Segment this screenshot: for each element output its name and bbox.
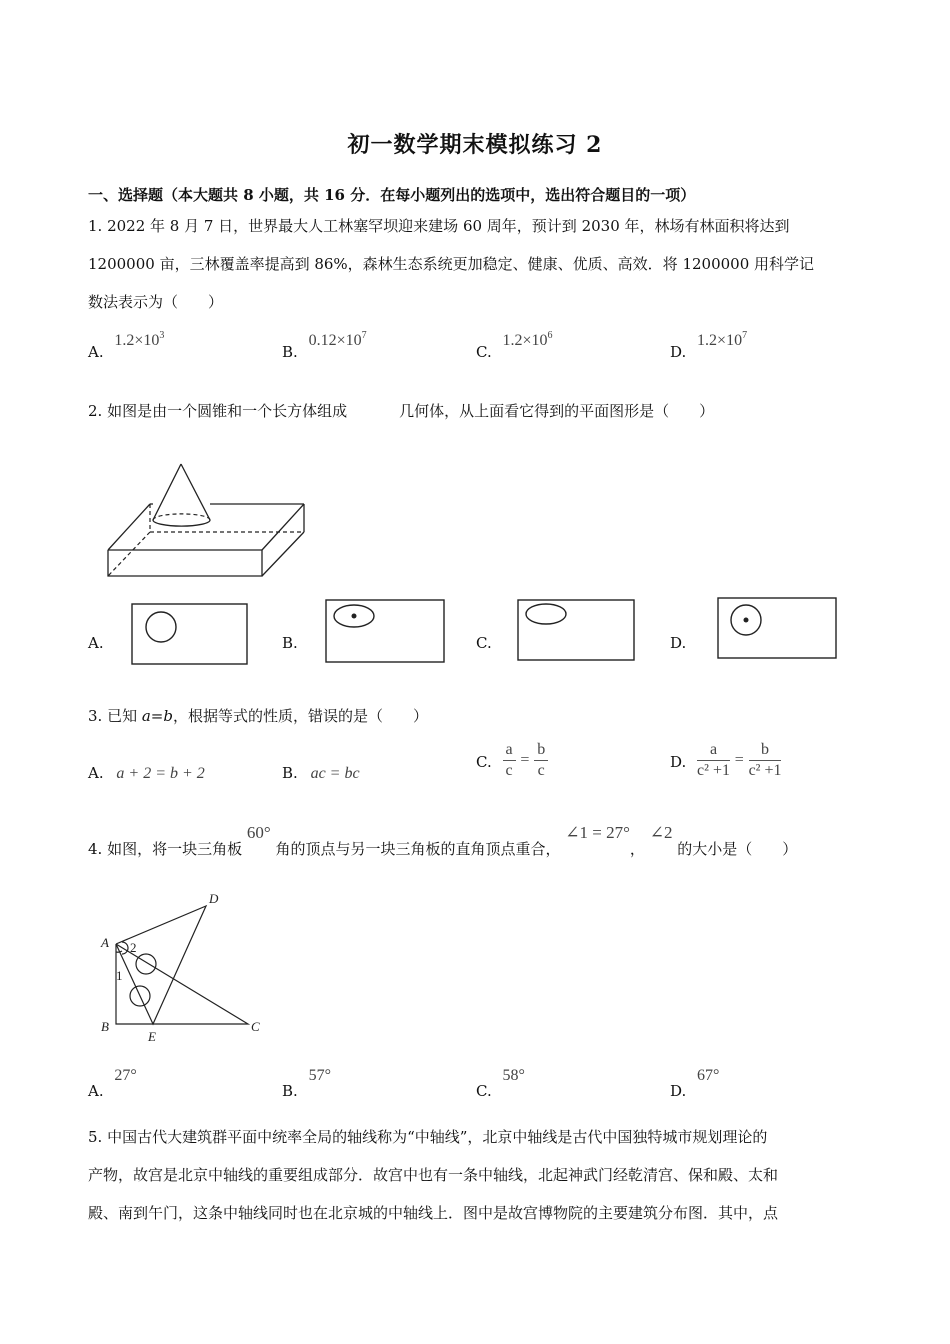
option-math: $0.12\times 10^7$ bbox=[308, 330, 367, 349]
rectangle-shape bbox=[132, 604, 247, 664]
option-math: $1.2\times 10^3$ bbox=[114, 330, 165, 349]
q3-option-b: B. ac = bc bbox=[282, 764, 360, 782]
fraction-b-over-c: $\frac{b}{c}$ bbox=[534, 740, 548, 781]
option-label: B. bbox=[282, 343, 298, 361]
fraction-a-over-c2-plus-1: $\frac{a}{\text{c² +1}}$ bbox=[697, 741, 730, 779]
triangle-ade bbox=[116, 906, 206, 1024]
rectangle-shape bbox=[518, 600, 634, 660]
cone-base bbox=[153, 520, 210, 526]
q2-option-c: C. bbox=[476, 634, 492, 652]
question-4: 4. 如图，将一块三角板 60° 角的顶点与另一块三角板的直角顶点重合， ∠1 = 27°， ∠2 的大小是（ ） bbox=[88, 823, 798, 858]
q2-option-d-figure bbox=[716, 596, 840, 662]
question-5-line: 产物，故宫是北京中轴线的重要组成部分．故宫中也有一条中轴线，北起神武门经乾清宫、保和殿、太和 bbox=[88, 1166, 779, 1184]
q1-option-d bbox=[670, 330, 748, 361]
cuboid-edge bbox=[262, 532, 304, 576]
option-math: $1.2\times 10^6$ bbox=[502, 330, 553, 349]
q2-option-c-figure bbox=[516, 598, 638, 664]
right-angle-marker bbox=[136, 954, 156, 974]
q2-option-d: D. bbox=[670, 634, 687, 652]
cone-side bbox=[181, 464, 210, 520]
question-3: 3. 已知 a=b，根据等式的性质，错误的是（ ） bbox=[88, 707, 428, 725]
fraction-b-over-c2-plus-1: $\frac{b}{\text{c² +1}}$ bbox=[748, 741, 782, 779]
option-math: 57° bbox=[308, 1067, 331, 1084]
cone-cuboid-figure bbox=[100, 458, 310, 582]
page-title: 初一数学期末模拟练习 2 bbox=[347, 132, 603, 158]
question-1-line: 1200000 亩，三林覆盖率提高到 86%，森林生态系统更加稳定、健康、优质、高效．将 1200000 用科学记 bbox=[88, 255, 815, 273]
option-math: 27° bbox=[114, 1067, 137, 1084]
rectangle-shape bbox=[326, 600, 444, 662]
q1-option-b bbox=[282, 330, 367, 361]
cuboid-edge bbox=[262, 504, 304, 550]
label-1: 1 bbox=[116, 968, 123, 983]
angle-60: 60° bbox=[246, 823, 271, 842]
option-math: ac = bc bbox=[310, 765, 360, 782]
option-math: $1.2\times 10^7$ bbox=[697, 330, 748, 349]
question-1-line: 数法表示为（ ） bbox=[88, 293, 224, 311]
option-label: A. bbox=[88, 343, 104, 361]
option-label: D. bbox=[670, 343, 687, 361]
angle-2-symbol: ∠2 bbox=[649, 823, 673, 842]
ellipse-shape bbox=[526, 604, 566, 624]
q3-option-a: A. a + 2 = b + 2 bbox=[88, 764, 205, 782]
cuboid-edge bbox=[108, 504, 150, 550]
equation-a-equals-b: a=b bbox=[141, 707, 173, 725]
question-5-line: 殿、南到午门，这条中轴线同时也在北京城的中轴线上．图中是故宫博物院的主要建筑分布图．其中，点 bbox=[88, 1204, 779, 1222]
question-5 bbox=[88, 1118, 878, 1232]
circle-shape bbox=[146, 612, 176, 642]
cone-side bbox=[153, 464, 181, 520]
rectangle-shape bbox=[718, 598, 836, 658]
q2-option-b: B. bbox=[282, 634, 298, 652]
q2-option-a-figure bbox=[130, 602, 250, 666]
q2-option-b-figure bbox=[324, 598, 448, 666]
label-d: D bbox=[209, 891, 219, 906]
option-label: C. bbox=[476, 343, 492, 361]
question-1 bbox=[88, 207, 868, 321]
label-a: A bbox=[101, 935, 109, 950]
question-2-text: 2. 如图是由一个圆锥和一个长方体组成 bbox=[88, 402, 348, 420]
cone-base-hidden bbox=[153, 514, 210, 520]
angle-1-value: ∠1 = 27° bbox=[565, 823, 630, 842]
triangle-abc bbox=[116, 944, 248, 1024]
center-dot bbox=[352, 614, 357, 619]
q4-option-c: C. 58° bbox=[476, 1067, 525, 1100]
section-heading-choice: 一、选择题（本大题共 8 小题，共 16 分．在每小题列出的选项中，选出符合题目的一项） bbox=[88, 186, 696, 204]
option-math: a + 2 = b + 2 bbox=[116, 765, 205, 782]
q3-option-c: C. $\frac{a}{c}$ = $\frac{b}{c}$ bbox=[476, 740, 548, 781]
label-2: 2 bbox=[130, 940, 137, 955]
q4-option-a: A. 27° bbox=[88, 1067, 137, 1100]
center-dot bbox=[744, 618, 749, 623]
label-c: C bbox=[251, 1019, 260, 1034]
cuboid-front-face bbox=[108, 550, 262, 576]
option-math: 58° bbox=[502, 1067, 525, 1084]
q4-option-b: B. 57° bbox=[282, 1067, 331, 1100]
triangle-figure bbox=[96, 888, 276, 1048]
question-2 bbox=[88, 400, 714, 421]
q4-option-d: D. 67° bbox=[670, 1067, 720, 1100]
question-2-text: 几何体，从上面看它得到的平面图形是（ ） bbox=[399, 402, 715, 420]
question-5-line: 5. 中国古代大建筑群平面中统率全局的轴线称为“中轴线”，北京中轴线是古代中国独特城市规划理论的 bbox=[88, 1128, 768, 1146]
label-b: B bbox=[101, 1019, 109, 1034]
question-1-line: 1. 2022 年 8 月 7 日，世界最大人工林塞罕坝迎来建场 60 周年，预计到 2030 年，林场有林面积将达到 bbox=[88, 217, 790, 235]
q1-option-a bbox=[88, 330, 165, 361]
option-math: 67° bbox=[697, 1067, 720, 1084]
label-e: E bbox=[148, 1029, 156, 1044]
q1-option-c bbox=[476, 330, 553, 361]
cuboid-hidden-edge bbox=[108, 532, 150, 576]
fraction-a-over-c: $\frac{a}{c}$ bbox=[503, 740, 516, 781]
q3-option-d: D. $\frac{a}{\text{c² +1}}$ = $\frac{b}{\text{c² +1}}$ bbox=[670, 741, 782, 779]
q2-option-a: A. bbox=[88, 634, 104, 652]
